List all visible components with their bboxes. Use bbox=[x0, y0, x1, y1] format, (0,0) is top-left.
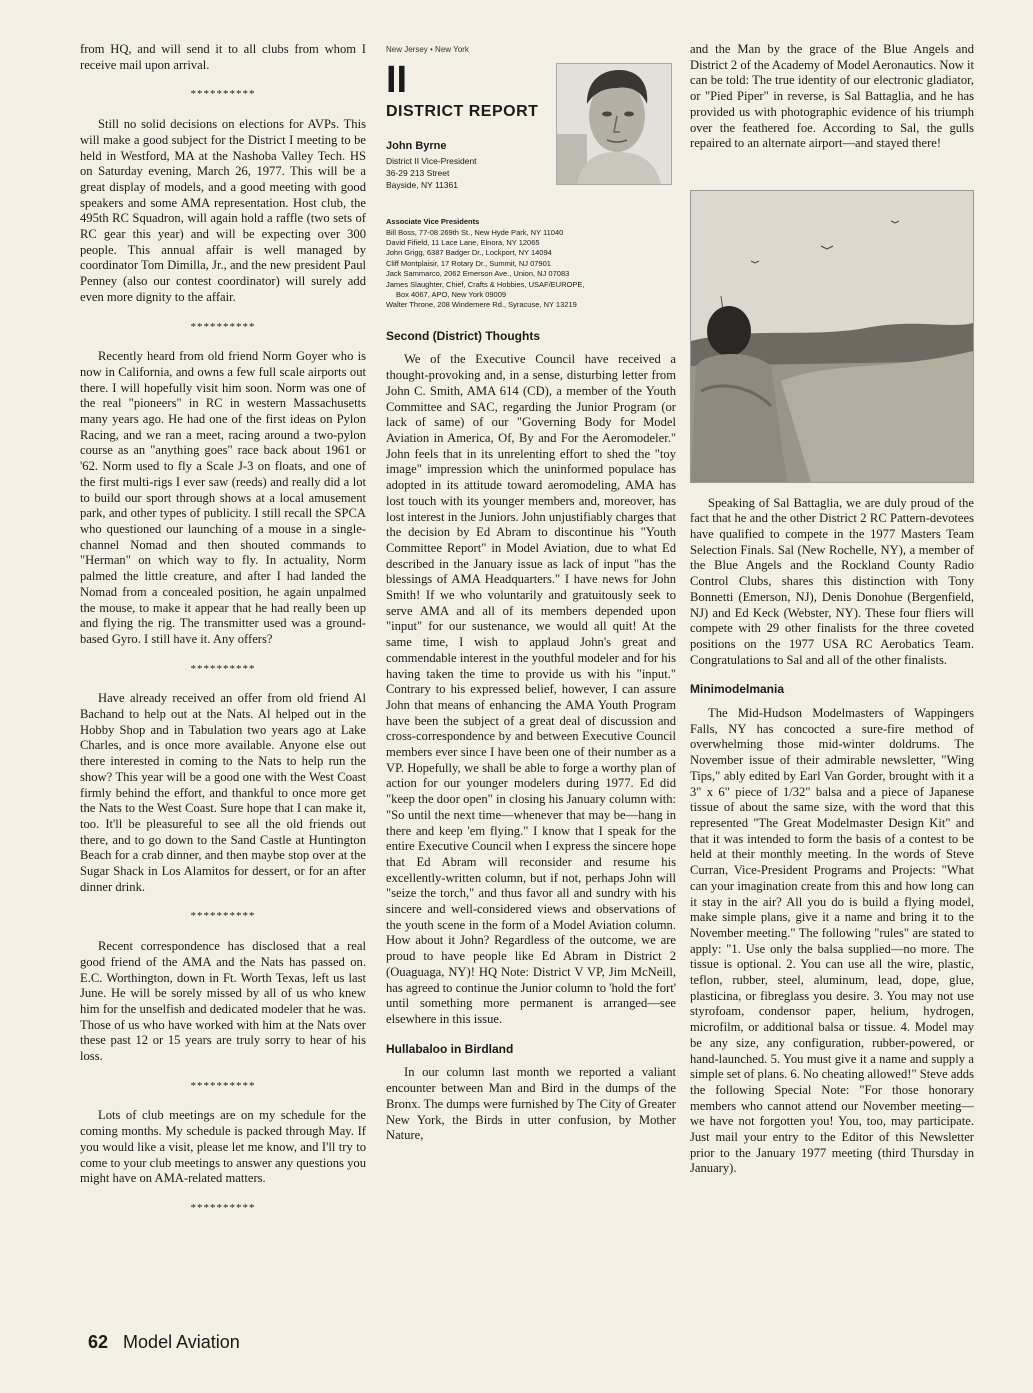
separator: ********** bbox=[190, 910, 256, 923]
paragraph: and the Man by the grace of the Blue Angels and District 2 of the Academy of Model Aeronautics. Now it can be told: The true identity of our electronic gladiator, or "Pied Piper" in reverse, is Sal Battaglia, and he has provided us with photographic evidence of his triumph over the feathered foe. According to Sal, the gulls repaired to an alternate airport—and stayed there! bbox=[690, 42, 974, 151]
district-states: New Jersey • New York bbox=[386, 45, 469, 54]
column-1 bbox=[80, 42, 366, 1231]
separator: ********** bbox=[190, 662, 256, 675]
avp-line: Jack Sammarco, 2062 Emerson Ave., Union, NJ 07083 bbox=[386, 269, 570, 279]
separator: ********** bbox=[190, 1079, 256, 1092]
avp-line: John Grigg, 6387 Badger Dr., Lockport, NY 14094 bbox=[386, 248, 552, 258]
avp-line: David Fifield, 11 Lace Lane, Elnora, NY 12065 bbox=[386, 237, 540, 247]
paragraph: In our column last month we reported a valiant encounter between Man and Bird in the dumps of the Bronx. The dumps were furnished by The City of Greater New York, the Birds in utter confusion, by Mother Nature, bbox=[386, 1065, 676, 1143]
portrait-image bbox=[557, 64, 671, 184]
vp-portrait bbox=[556, 63, 672, 185]
paragraph: Still no solid decisions on elections for AVPs. This will make a good subject for the District I meeting to be held in Westford, MA at the Nashoba Valley Tech. HS on Saturday evening, March 26, 1977. This will be a great display of models, and a good meeting with good speakers and some AMA representation. Host club, the 495th RC Squadron, will again hold a raffle (two sets of RC gear this year) and will be expecting over 300 people. This annual affair is well managed by coordinator Tom Dimilla, Jr., and the new president Paul Penney (also our contest coordinator) will surely add even more dignity to the affair. bbox=[80, 117, 366, 304]
vp-street: 36-29 213 Street bbox=[386, 168, 450, 179]
field-photo bbox=[690, 190, 974, 483]
vp-name: John Byrne bbox=[386, 140, 447, 153]
avp-line: Bill Boss, 77-08 269th St., New Hyde Park, NY 11040 bbox=[386, 227, 564, 237]
section-title: DISTRICT REPORT bbox=[386, 102, 539, 120]
paragraph: Recently heard from old friend Norm Goyer who is now in California, and owns a few full scale airports out there. I will hopefully visit him soon. Norm was one of the real "pioneers" in RC in western Massachusetts many years ago. He had one of the first ideas on Pylon Racing, and we ran a meet, racing around a two-pylon course as an "anything goes" race back about 1961 or '62. Norm used to fly a Scale J-3 on floats, and one of the first multi-rigs I ever saw (reeds) and really did a lot to build our sport through shows at a local amusement park, and other types of publicity. I still recall the SPCA who questioned our launching of a mouse in a single-channel Nomad and then shouted commands to "Herman" on which way to fly. In actuality, Norm palmed the little creature, and after I had landed the Nomad from a concealed position, he again unpalmed the mouse, to make it appear that he had really been up and flying the rig. The transmitter used was a ground-based Gyro. I still have it. Any offers? bbox=[80, 349, 366, 646]
separator: ********** bbox=[190, 320, 256, 333]
avp-line: Box 4067, APO, New York 09009 bbox=[396, 289, 507, 299]
avp-line: Walter Throne, 208 Windemere Rd., Syracuse, NY 13219 bbox=[386, 300, 577, 310]
page-footer bbox=[88, 1332, 240, 1353]
photo-image bbox=[691, 191, 973, 482]
subhead: Second (District) Thoughts bbox=[386, 328, 540, 343]
subhead: Hullabaloo in Birdland bbox=[386, 1041, 514, 1056]
separator: ********** bbox=[190, 1202, 256, 1214]
paragraph: from HQ, and will send it to all clubs from whom I receive mail upon arrival. bbox=[80, 42, 366, 72]
paragraph: The Mid-Hudson Modelmasters of Wappingers Falls, NY has concocted a sure-fire method of overwhelming those mid-winter doldrums. The November issue of their admirable newsletter, "Wing Tips," ably edited by Earl Van Gorder, brought with it a 3" x 6" piece of 1/32" balsa and a piece of Japanese tissue of about the same size, with the word that this represented "The Great Modelmaster Design Kit" and that it was intended to form the basis of a contest to be held at their monthly meeting. In the words of Steve Curran, Vice-President Programs and Projects: "What can your imagination create from this and how long can it stay in the air? All you do is build a flying model, make simple plans, give it a name and bring it to the November meeting." The following "rules" are stated to apply: "1. Use only the balsa supplied—no more. The tissue is optional. 2. You can use all the wire, plastic, teflon, rubber, steel, aluminum, lead, dope, glue, plasticina, or fibreglass you desire. 3. You may not use styrofoam, condensor paper, helium, hydrogen, microfilm, or additional balsa or tissue. 4. Model may be any size, any configuration, rubber-powered, or hand-launched. 5. You must give it a name and supply a simple set of plans. 6. No cheating allowed!" Steve adds the following Special Note: "For those honorary members who cannot attend our November meeting—we have not forgotten you! You, too, may participate. Just mail your entry to the Editor of this Newsletter prior to the January 1977 meeting (third Thursday in January). bbox=[690, 706, 974, 1176]
paragraph: Recent correspondence has disclosed that a real good friend of the AMA and the Nats has passed on. E.C. Worthington, down in Ft. Worth Texas, left us last June. He will be sorely missed by all of us who knew him for the unselfish and dedicated modeler that he was. Those of us who have worked with him at the Nats over these past 12 or 15 years are truly sorry to hear of his loss. bbox=[80, 939, 366, 1064]
vp-title: District II Vice-President bbox=[386, 156, 477, 167]
paragraph: Speaking of Sal Battaglia, we are duly proud of the fact that he and the other District 2 RC Pattern-devotees have qualified to compete in the 1977 Masters Team Selection Finals. Sal (New Rochelle, NY), a member of the Blue Angels and the Rockland County Radio Control Clubs, shares this distinction with Tony Bonnetti (Emerson, NJ), Denis Donohue (Bergenfield, NJ) and Ed Keck (Webster, NY). These four fliers will compete with 29 other finalists for the three coveted positions on the 1977 USA RC Aerobatics Team. Congratulations to Sal and all of the other finalists. bbox=[690, 495, 974, 667]
page-number: 62 bbox=[88, 1332, 109, 1352]
paragraph: Have already received an offer from old friend Al Bachand to help out at the Nats. Al helped out in the Hobby Shop and in Tabulation two years ago at Lake Charles, and is once more available. Anyone else out there interested in coming to the Nats to help run the show? This year will be a good one with the West Coast firmly behind the effort, and thankful to once more get the Nats to the West Coast. Sure hope that I can make it, too. It'll be pleasureful to see all the old friends out there, and to go down to the Sand Castle at Huntington Beach for a crab dinner, and then maybe stop over at the Sugar Shack in Los Alamitos for dessert, or for an after dinner drink. bbox=[80, 691, 366, 894]
vp-city: Bayside, NY 11361 bbox=[386, 180, 458, 191]
avp-line: Cliff Montplaisir, 17 Rotary Dr., Summit, NJ 07901 bbox=[386, 258, 551, 268]
paragraph: We of the Executive Council have received a thought-provoking and, in a sense, disturbing letter from John C. Smith, AMA 614 (CD), a member of the Youth Committee and SAC, regarding the Junior Program (or lack of same) of our "Governing Body for Model Aviation in America, Of, By and For the Aeromodeler." John feels that in its unrelenting effort to shed the "toy image" impression which the uninformed populace has adopted in its attitude toward aeromodeling, AMA has lost touch with its younger members and, moreover, has lost interest in the Juniors. John unjustifiably charges that the decision by Ed Abram to discontinue his "Youth Committee Report" in Model Aviation, due to what Ed described in the January issue as lack of input "has the blessings of AMA Headquarters." I have news for John Smith! If we who voluntarily and gratuitously seek to serve AMA and all of its members depended upon "input" for our sustenance, we would all quit! At the same time, I wish to applaud John's great and commendable interest in the youthful modeler and for his having taken the time to provide us with his "input." Contrary to his expressed belief, however, I can assure John that means of enhancing the AMA Youth Program have been the subject of a great deal of discussion and cross-correspondence by and between Executive Council members ever since I have been one of their number as a VP. Hopefully, we shall be able to forge a worthy plan of action for our younger modelers during 1977. Ed did "keep the door open" in closing his January column with: "So until the next time—whenever that may be—hang in there and keep 'em flying." I know that I speak for the entire Executive Council when I express the sincere hope that Ed Abram will reconsider and resume his excellently-written column, but if not, perhaps John will "seize the torch," and thus favor all and sundry with his sincere and well-considered views and observations of the youth scene in the form of a Model Aviation column. How about it John? Regardless of the outcome, we are proud to have people like Ed Abram in District 2 (Ouaguaga, NY)! HQ Note: District V VP, Jim McNeill, has agreed to continue the Junior column to 'hold the fort' until something more permanent is arranged—see elsewhere in this issue. bbox=[386, 352, 676, 1026]
column-2 bbox=[386, 42, 676, 1158]
subhead: Minimodelmania bbox=[690, 682, 785, 697]
avp-line: James Slaughter, Chief, Crafts & Hobbies, USAF/EUROPE, bbox=[386, 279, 585, 289]
associate-vps bbox=[386, 217, 676, 311]
district-number: II bbox=[386, 58, 408, 101]
separator: ********** bbox=[190, 88, 256, 101]
magazine-name: Model Aviation bbox=[123, 1332, 240, 1352]
avps-title: Associate Vice Presidents bbox=[386, 217, 480, 227]
paragraph: Lots of club meetings are on my schedule for the coming months. My schedule is packed through May. If you would like a visit, please let me know, and I'll try to come to your club meetings to answer any questions you might have on AMA-related matters. bbox=[80, 1108, 366, 1186]
